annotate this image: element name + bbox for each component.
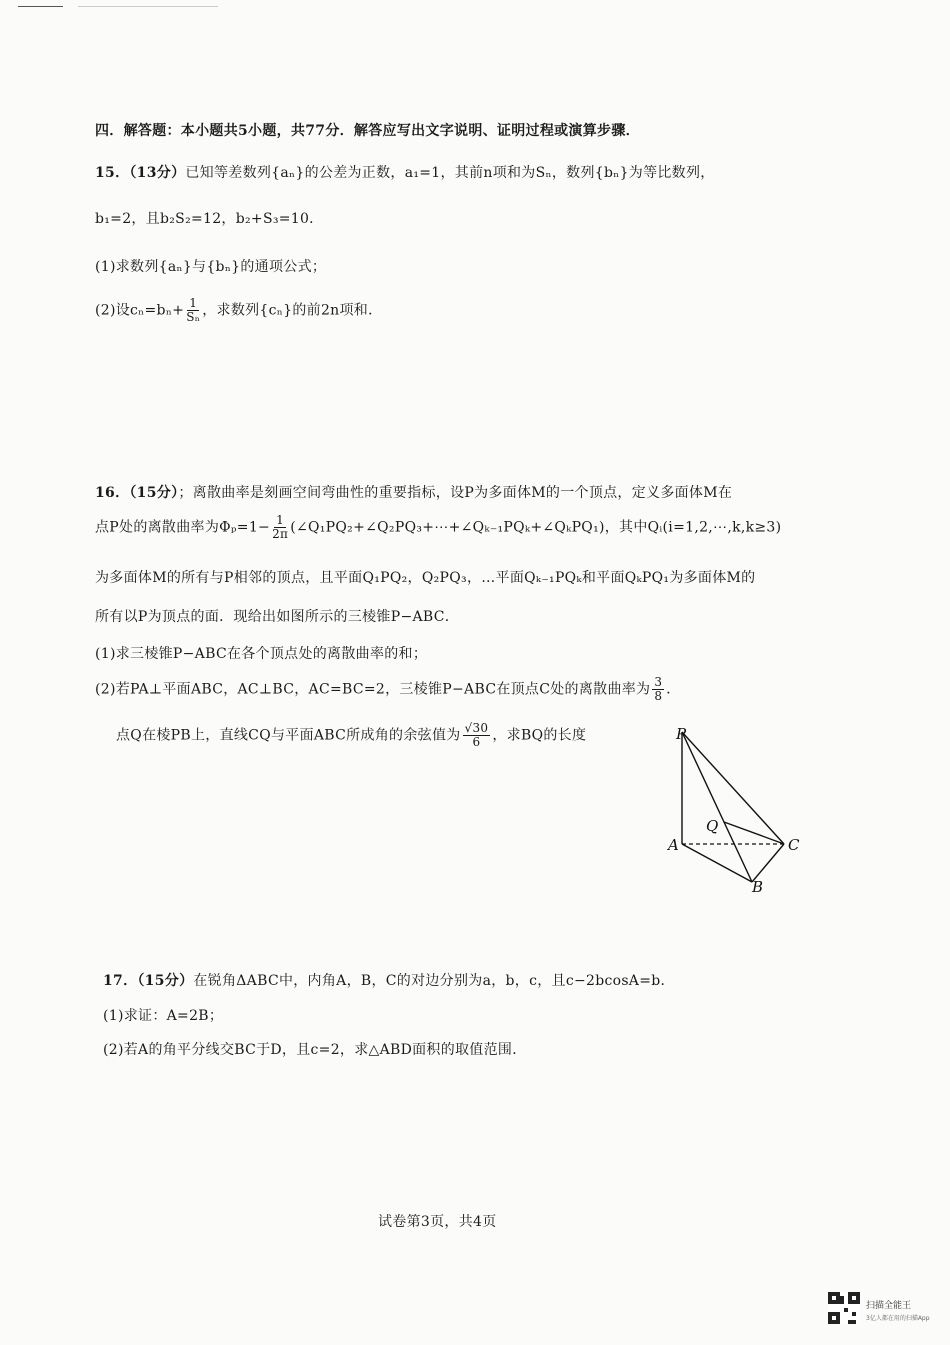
q16-line2 <box>95 514 781 541</box>
qr-code-icon <box>828 1292 860 1324</box>
q16-fraction-3 <box>463 722 491 749</box>
q15-part1: (1)求数列{aₙ}与{bₙ}的通项公式； <box>95 259 327 275</box>
q15-part2-post: ，求数列{cₙ}的前2n项和． <box>202 302 383 319</box>
label-C: C <box>788 836 800 854</box>
edge-PB <box>682 732 752 882</box>
q17-stem: 在锐角ΔABC中，内角A，B，C的对边分别为a，b，c，且c−2bcosA=b． <box>193 973 675 989</box>
q16-part2-post: ． <box>666 681 681 698</box>
q16-line3: 为多面体M的所有与P相邻的顶点，且平面Q₁PQ₂，Q₂PQ₃，…平面Qₖ₋₁PQₖ和平面QₖPQ₁为多面体M的 <box>95 570 756 586</box>
q17-label: 17．（15分） <box>103 973 194 989</box>
q16-part1: (1)求三棱锥P−ABC在各个顶点处的离散曲率的和； <box>95 646 428 662</box>
q16-line4: 所有以P为顶点的面．现给出如图所示的三棱锥P−ABC． <box>95 609 460 625</box>
label-Q: Q <box>706 817 719 835</box>
q17-part1: (1)求证：A=2B； <box>103 1008 224 1024</box>
scanner-watermark-sub: 3亿人都在用的扫描App <box>866 1315 930 1322</box>
q16-part2 <box>95 676 681 703</box>
pyramid-figure <box>660 722 810 897</box>
q16-fraction-1 <box>272 514 288 541</box>
q15-frac-den: Sₙ <box>186 310 201 324</box>
q16-part2b-pre: 点Q在棱PB上，直线CQ与平面ABC所成角的余弦值为 <box>116 727 461 744</box>
q16-frac1-den: 2π <box>272 527 289 541</box>
section-heading: 四．解答题：本小题共5小题，共77分．解答应写出文字说明、证明过程或演算步骤． <box>95 123 640 139</box>
edge-CB <box>752 844 784 882</box>
q16-part2b-post: ，求BQ的长度 <box>492 727 587 744</box>
q16-stem: ；离散曲率是刻画空间弯曲性的重要指标，设P为多面体M的一个顶点，定义多面体M在 <box>178 485 733 501</box>
q17-part2: (2)若A的角平分线交BC于D，且c=2，求△ABD面积的取值范围． <box>103 1042 527 1058</box>
scan-edge-mark <box>78 6 218 7</box>
q15-line1 <box>95 162 715 182</box>
q16-part2b <box>116 722 586 749</box>
q16-line1 <box>95 482 732 502</box>
edge-AB <box>682 844 752 882</box>
q16-line2-post: (∠Q₁PQ₂+∠Q₂PQ₃+⋯+∠Qₖ₋₁PQₖ+∠QₖPQ₁)，其中Qᵢ(i=1,2,⋯,k,k≥3) <box>290 519 782 536</box>
q16-frac2-num: 3 <box>654 675 663 689</box>
scanner-watermark: 扫描全能王 <box>866 1301 912 1311</box>
q16-line2-pre: 点P处的离散曲率为Φₚ=1− <box>95 519 271 536</box>
q16-frac3-den: 6 <box>472 735 481 749</box>
label-A: A <box>668 836 679 854</box>
q16-frac1-num: 1 <box>276 513 285 527</box>
q16-frac2-den: 8 <box>654 689 663 703</box>
q17-line1 <box>103 970 675 990</box>
q16-frac3-num: √30 <box>464 721 489 735</box>
page-footer: 试卷第3页，共4页 <box>378 1214 497 1230</box>
q15-stem: 已知等差数列{aₙ}的公差为正数，a₁=1，其前n项和为Sₙ，数列{bₙ}为等比数列， <box>185 165 715 181</box>
q15-frac-num: 1 <box>189 296 198 310</box>
label-B: B <box>752 878 764 896</box>
scan-edge-mark <box>18 6 63 7</box>
q15-fraction <box>186 297 200 324</box>
q16-part2-pre: (2)若PA⊥平面ABC，AC⊥BC，AC=BC=2，三棱锥P−ABC在顶点C处的离散曲率为 <box>95 681 651 698</box>
q16-fraction-2 <box>652 676 664 703</box>
q16-label: 16．（15分） <box>95 485 179 501</box>
q15-part2-pre: (2)设cₙ=bₙ+ <box>95 302 185 319</box>
q15-line2: b₁=2，且b₂S₂=12，b₂+S₃=10． <box>95 211 324 227</box>
q15-part2 <box>95 297 382 324</box>
label-P: P <box>676 725 687 743</box>
edge-PC <box>682 732 784 844</box>
q15-label: 15．（13分） <box>95 165 186 181</box>
